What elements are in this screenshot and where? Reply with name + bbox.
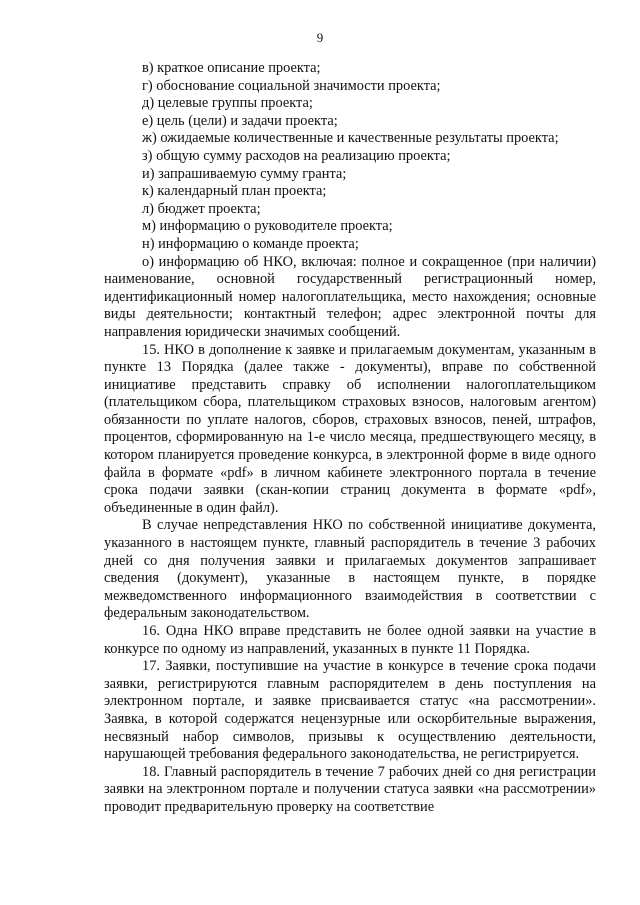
paragraph-18: 18. Главный распорядитель в течение 7 рабочих дней со дня регистрации заявки на электронном портале и получении статуса заявки «на рассмотрении» проводит предварительную проверку на соответствие bbox=[104, 763, 596, 815]
list-item-d: д) целевые группы проекта; bbox=[142, 95, 313, 112]
paragraph-15-nonsubmission: В случае непредставления НКО по собственной инициативе документа, указанного в настоящем пункте, главный распорядитель в течение 3 рабочих дней со дня получения заявки и прилагаемых документов запрашивает сведения (документ), указанные в настоящем пункте, в порядке межведомственного информационного взаимодействия в соответствии с федеральным законодательством. bbox=[104, 517, 596, 622]
list-item-i: и) запрашиваемую сумму гранта; bbox=[142, 165, 347, 182]
list-item-v: в) краткое описание проекта; bbox=[142, 60, 321, 76]
list-item-n: н) информацию о команде проекта; bbox=[142, 235, 359, 252]
paragraph-15: 15. НКО в дополнение к заявке и прилагаемым документам, указанным в пункте 13 Порядка (далее также - документы), вправе по собственной инициативе представить справку об исполнении налогоплательщиком (плательщиком сбора, плательщиком страховых взносов, налоговым агентом) обязанности по уплате налогов, сборов, страховых взносов, пеней, штрафов, процентов, сформированную на 1-е число месяца, предшествующего месяцу, в котором планируется проведение конкурса, в электронной форме в виде одного файла в формате «pdf» в личном кабинете электронного портала в течение срока подачи заявки (скан-копии страниц документа в формате «pdf», объединенные в один файл). bbox=[104, 341, 596, 516]
list-item-g: г) обоснование социальной значимости проекта; bbox=[142, 77, 441, 94]
document-body bbox=[104, 60, 596, 817]
list-item-l: л) бюджет проекта; bbox=[142, 200, 261, 217]
list-item-m: м) информацию о руководителе проекта; bbox=[142, 218, 393, 235]
list-item-k: к) календарный план проекта; bbox=[142, 183, 327, 200]
list-item-e: е) цель (цели) и задачи проекта; bbox=[142, 112, 338, 129]
paragraph-16: 16. Одна НКО вправе представить не более одной заявки на участие в конкурсе по одному из направлений, указанных в пункте 11 Порядка. bbox=[104, 623, 596, 657]
list-item-z: з) общую сумму расходов на реализацию проекта; bbox=[142, 147, 451, 164]
paragraph-o-nko-info: о) информацию об НКО, включая: полное и сокращенное (при наличии) наименование, основной государственный регистрационный номер, идентификационный номер налогоплательщика, место нахождения; основные виды деятельности; контактный телефон; адрес электронной почты для направления юридически значимых сообщений. bbox=[104, 253, 596, 340]
list-item-zh: ж) ожидаемые количественные и качественные результаты проекта; bbox=[142, 130, 559, 147]
paragraph-17: 17. Заявки, поступившие на участие в конкурсе в течение срока подачи заявки, регистрируются главным распорядителем в день поступления на электронном портале, и заявке присваивается статус «на рассмотрении». Заявка, в которой содержатся нецензурные или оскорбительные выражения, несвязный набор символов, призывы к осуществлению деятельности, нарушающей требования федерального законодательства, не регистрируется. bbox=[104, 658, 596, 763]
page-number: 9 bbox=[316, 30, 324, 45]
